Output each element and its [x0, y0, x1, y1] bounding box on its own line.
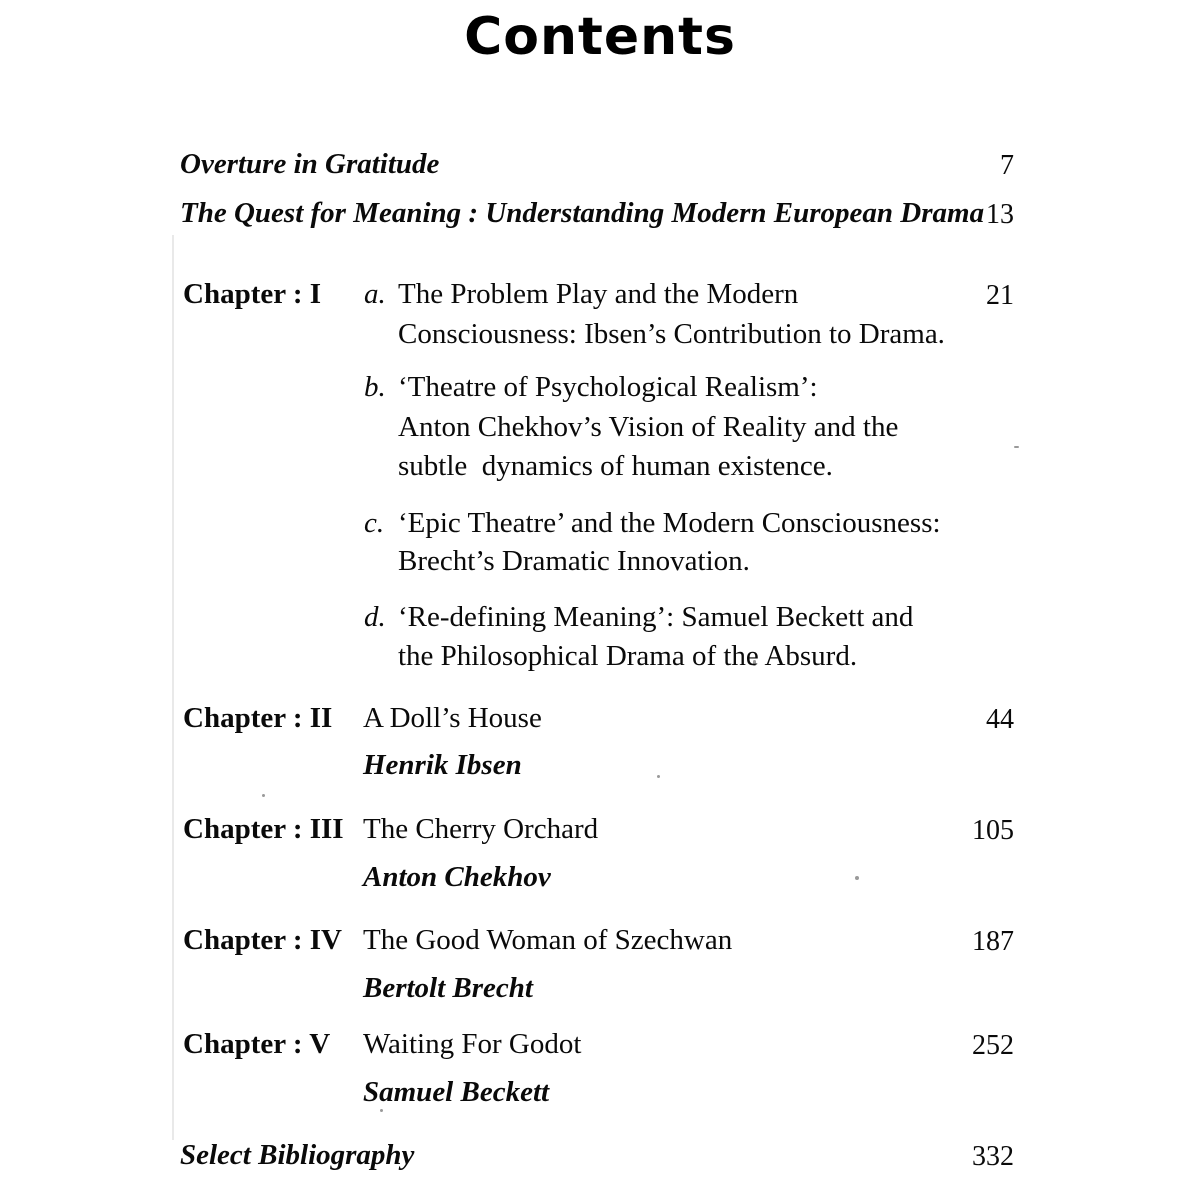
scan-speck: [262, 794, 265, 797]
toc-entry-title: Overture in Gratitude: [180, 148, 440, 180]
section-letter: d.: [364, 601, 386, 633]
scan-speck: [657, 775, 660, 778]
section-text: ‘Re-defining Meaning’: Samuel Beckett and: [398, 601, 914, 633]
work-title: Waiting For Godot: [363, 1028, 582, 1060]
section-text: Brecht’s Dramatic Innovation.: [398, 545, 750, 577]
scan-speck: [1014, 446, 1019, 448]
toc-entry-title: Select Bibliography: [180, 1139, 415, 1171]
toc-entry-page: 21: [986, 280, 1014, 311]
page-title: Contents: [464, 7, 736, 67]
author-name: Samuel Beckett: [363, 1076, 550, 1108]
chapter-label: Chapter : IV: [183, 924, 342, 956]
toc-entry-page: 105: [972, 815, 1014, 846]
section-text: ‘Epic Theatre’ and the Modern Consciousness:: [398, 507, 941, 539]
toc-entry-page: 252: [972, 1030, 1014, 1061]
author-name: Henrik Ibsen: [363, 749, 522, 781]
toc-entry-page: 13: [986, 199, 1014, 230]
work-title: The Cherry Orchard: [363, 813, 599, 845]
section-text: ‘Theatre of Psychological Realism’:: [398, 371, 818, 403]
section-text: subtle dynamics of human existence.: [398, 450, 833, 482]
section-letter: c.: [364, 507, 385, 539]
scan-artifact-line: [172, 235, 174, 1140]
scan-speck: [380, 1109, 383, 1112]
scan-speck: [855, 876, 859, 880]
chapter-label: Chapter : I: [183, 278, 322, 310]
section-letter: a.: [364, 278, 386, 310]
section-text: Consciousness: Ibsen’s Contribution to Drama.: [398, 318, 945, 350]
author-name: Bertolt Brecht: [363, 972, 533, 1004]
section-text: Anton Chekhov’s Vision of Reality and the: [398, 411, 899, 443]
toc-entry-page: 187: [972, 926, 1014, 957]
toc-entry-page: 44: [986, 704, 1014, 735]
section-letter: b.: [364, 371, 386, 403]
work-title: A Doll’s House: [363, 702, 542, 734]
chapter-label: Chapter : II: [183, 702, 333, 734]
toc-entry-page: 7: [1000, 150, 1014, 181]
author-name: Anton Chekhov: [363, 861, 551, 893]
work-title: The Good Woman of Szechwan: [363, 924, 733, 956]
chapter-label: Chapter : III: [183, 813, 344, 845]
toc-entry-page: 332: [972, 1141, 1014, 1172]
section-text: The Problem Play and the Modern: [398, 278, 799, 310]
section-text: the Philosophical Drama of the Absurd.: [398, 640, 858, 672]
chapter-label: Chapter : V: [183, 1028, 331, 1060]
toc-entry-title: The Quest for Meaning : Understanding Modern European Drama: [180, 197, 985, 229]
